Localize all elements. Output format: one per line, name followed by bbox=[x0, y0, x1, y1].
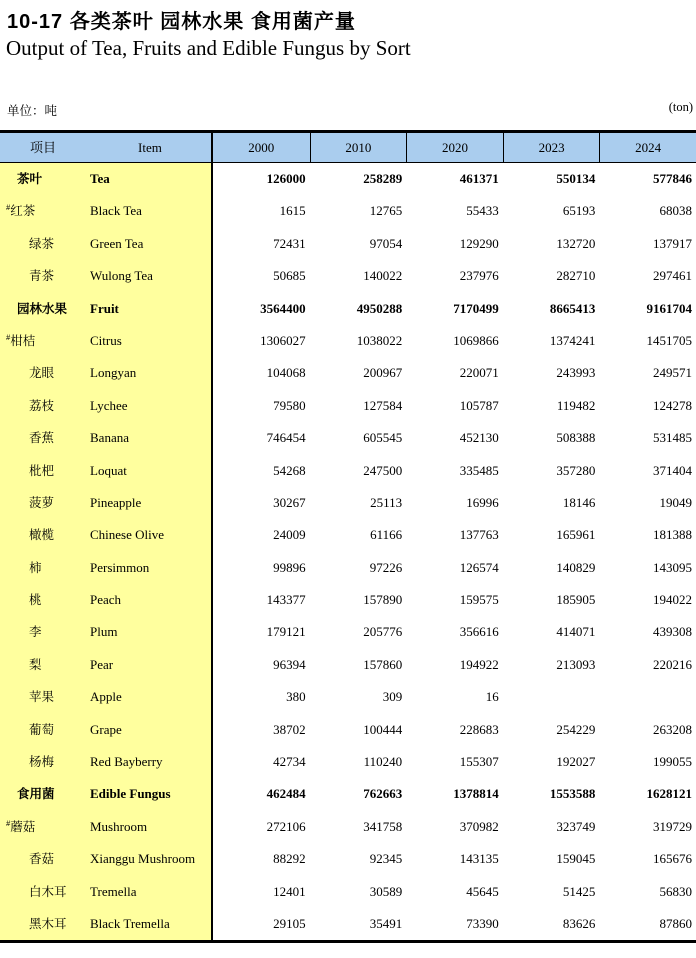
table-row bbox=[0, 325, 696, 357]
cell-value-2020: 1069866 bbox=[453, 332, 499, 348]
table-row bbox=[0, 778, 696, 810]
cell-value-2023: 51425 bbox=[562, 883, 596, 899]
row-stub bbox=[0, 908, 213, 940]
cell-value-2020: 143135 bbox=[459, 851, 499, 867]
cell-value-2010: 200967 bbox=[363, 365, 403, 381]
cell-value-2010: 1038022 bbox=[356, 332, 403, 348]
row-name-cn: 杨梅 bbox=[29, 755, 55, 770]
table-row bbox=[0, 746, 696, 778]
row-stub bbox=[0, 357, 213, 389]
cell-value-2000: 12401 bbox=[273, 883, 306, 899]
cell-value-2024: 137917 bbox=[652, 235, 692, 251]
row-name-cn: 荔枝 bbox=[29, 398, 55, 413]
cell-value-2000: 104068 bbox=[266, 365, 306, 381]
cell-value-2000: 24009 bbox=[273, 527, 306, 543]
row-stub bbox=[0, 584, 213, 616]
cell-value-2023: 119482 bbox=[556, 397, 596, 413]
cell-value-2020: 228683 bbox=[459, 721, 499, 737]
row-name-cn: 园林水果 bbox=[17, 301, 68, 316]
cell-value-2000: 126000 bbox=[266, 171, 306, 186]
cell-value-2020: 7170499 bbox=[453, 300, 499, 316]
cell-value-2023: 243993 bbox=[556, 365, 596, 381]
row-name-en: Red Bayberry bbox=[90, 754, 163, 770]
row-name-en: Citrus bbox=[90, 332, 122, 348]
row-stub bbox=[0, 422, 213, 454]
table-row bbox=[0, 584, 696, 616]
table-row bbox=[0, 876, 696, 908]
row-name-cn: 白木耳 bbox=[29, 884, 67, 899]
cell-value-2024: 297461 bbox=[652, 268, 692, 284]
cell-value-2023: 414071 bbox=[556, 624, 596, 640]
cell-value-2023: 254229 bbox=[556, 721, 596, 737]
table-row bbox=[0, 228, 696, 260]
cell-value-2020: 159575 bbox=[459, 592, 499, 608]
row-name-cn: 绿茶 bbox=[29, 236, 55, 251]
row-name-cn: #红茶 bbox=[6, 202, 36, 219]
cell-value-2000: 462484 bbox=[266, 786, 306, 802]
row-name-cn: 茶叶 bbox=[17, 172, 43, 186]
row-name-cn: 食用菌 bbox=[17, 787, 55, 802]
row-name-cn: 黑木耳 bbox=[29, 916, 67, 931]
cell-value-2024: 68038 bbox=[659, 203, 692, 219]
row-name-en: Lychee bbox=[90, 397, 128, 413]
footnote-marker: # bbox=[6, 331, 11, 342]
cell-value-2024: 249571 bbox=[652, 365, 692, 381]
cell-value-2023: 213093 bbox=[556, 656, 596, 672]
footnote-marker: # bbox=[6, 202, 11, 213]
table-row bbox=[0, 487, 696, 519]
row-name-en: Wulong Tea bbox=[90, 268, 153, 284]
row-name-cn: 梨 bbox=[29, 657, 42, 672]
cell-value-2024: 439308 bbox=[652, 624, 692, 640]
table-row bbox=[0, 293, 696, 325]
cell-value-2000: 54268 bbox=[273, 462, 306, 478]
table-row bbox=[0, 195, 696, 227]
cell-value-2023: 140829 bbox=[556, 559, 596, 575]
table-row bbox=[0, 649, 696, 681]
row-stub bbox=[0, 163, 213, 195]
cell-value-2023: 165961 bbox=[556, 527, 596, 543]
row-stub bbox=[0, 293, 213, 325]
cell-value-2010: 605545 bbox=[363, 430, 403, 446]
cell-value-2010: 762663 bbox=[363, 786, 403, 802]
output-table bbox=[0, 130, 696, 943]
cell-value-2010: 30589 bbox=[369, 883, 403, 899]
row-name-en: Mushroom bbox=[90, 818, 148, 834]
row-name-cn: 李 bbox=[29, 625, 42, 640]
year-column-header-2020: 2020 bbox=[406, 133, 503, 162]
row-name-cn: 桃 bbox=[29, 593, 42, 608]
cell-value-2000: 3564400 bbox=[260, 300, 306, 316]
row-stub bbox=[0, 811, 213, 843]
cell-value-2024: 181388 bbox=[652, 527, 692, 543]
cell-value-2024: 371404 bbox=[652, 462, 692, 478]
row-stub bbox=[0, 455, 213, 487]
cell-value-2024: 165676 bbox=[652, 851, 692, 867]
cell-value-2010: 92345 bbox=[369, 851, 403, 867]
table-row bbox=[0, 681, 696, 713]
cell-value-2024: 577846 bbox=[652, 171, 692, 186]
cell-value-2020: 105787 bbox=[459, 397, 499, 413]
cell-value-2024: 1451705 bbox=[646, 332, 692, 348]
row-name-en: Banana bbox=[90, 430, 129, 446]
cell-value-2023 bbox=[503, 681, 600, 713]
table-row bbox=[0, 811, 696, 843]
row-name-en: Black Tremella bbox=[90, 915, 170, 931]
cell-value-2020: 155307 bbox=[459, 754, 499, 770]
cell-value-2023: 323749 bbox=[556, 818, 596, 834]
cell-value-2010: 97054 bbox=[369, 235, 403, 251]
row-stub bbox=[0, 325, 213, 357]
cell-value-2024: 531485 bbox=[652, 430, 692, 446]
table-row bbox=[0, 843, 696, 875]
cell-value-2000: 88292 bbox=[273, 851, 306, 867]
row-stub bbox=[0, 487, 213, 519]
year-column-header-2023: 2023 bbox=[503, 133, 600, 162]
row-name-en: Black Tea bbox=[90, 203, 142, 219]
cell-value-2020: 16 bbox=[485, 689, 499, 705]
cell-value-2010: 157890 bbox=[363, 592, 403, 608]
cell-value-2010: 157860 bbox=[363, 656, 403, 672]
page-title: 10-17 各类茶叶 园林水果 食用菌产量 bbox=[7, 11, 356, 33]
page-subtitle: Output of Tea, Fruits and Edible Fungus by Sort bbox=[6, 36, 411, 60]
cell-value-2023: 508388 bbox=[556, 430, 596, 446]
cell-value-2000: 79580 bbox=[273, 397, 306, 413]
cell-value-2024: 1628121 bbox=[646, 786, 692, 802]
row-name-en: Tea bbox=[90, 171, 110, 186]
row-stub bbox=[0, 876, 213, 908]
cell-value-2020: 370982 bbox=[459, 818, 499, 834]
cell-value-2023: 192027 bbox=[556, 754, 596, 770]
row-name-en: Fruit bbox=[90, 300, 119, 316]
cell-value-2023: 550134 bbox=[556, 171, 596, 186]
unit-label-ton: (ton) bbox=[668, 100, 693, 114]
row-stub bbox=[0, 649, 213, 681]
cell-value-2000: 1306027 bbox=[260, 332, 306, 348]
cell-value-2010: 258289 bbox=[363, 171, 403, 186]
cell-value-2000: 72431 bbox=[273, 235, 306, 251]
cell-value-2010: 309 bbox=[382, 689, 403, 705]
cell-value-2000: 179121 bbox=[266, 624, 306, 640]
row-name-en: Green Tea bbox=[90, 235, 144, 251]
row-stub bbox=[0, 616, 213, 648]
row-name-cn: 橄榄 bbox=[29, 528, 55, 543]
row-name-cn: 葡萄 bbox=[29, 722, 55, 737]
table-row bbox=[0, 616, 696, 648]
cell-value-2020: 1378814 bbox=[453, 786, 499, 802]
row-stub bbox=[0, 714, 213, 746]
cell-value-2010: 97226 bbox=[369, 559, 403, 575]
item-header-cn: 项目 bbox=[30, 140, 57, 155]
cell-value-2010: 25113 bbox=[370, 494, 403, 510]
table-body bbox=[0, 163, 696, 940]
cell-value-2024: 263208 bbox=[652, 721, 692, 737]
row-stub bbox=[0, 552, 213, 584]
cell-value-2023: 18146 bbox=[562, 494, 596, 510]
cell-value-2024: 194022 bbox=[652, 592, 692, 608]
cell-value-2010: 61166 bbox=[370, 527, 403, 543]
row-name-en: Longyan bbox=[90, 365, 137, 381]
cell-value-2000: 29105 bbox=[273, 915, 306, 931]
table-row bbox=[0, 552, 696, 584]
footnote-marker: # bbox=[6, 817, 11, 828]
cell-value-2024: 56830 bbox=[659, 883, 692, 899]
row-stub bbox=[0, 746, 213, 778]
cell-value-2023: 159045 bbox=[556, 851, 596, 867]
row-name-cn: 苹果 bbox=[29, 690, 55, 705]
row-name-cn: #柑桔 bbox=[6, 331, 36, 348]
cell-value-2010: 12765 bbox=[369, 203, 403, 219]
cell-value-2010: 100444 bbox=[363, 721, 403, 737]
row-name-en: Chinese Olive bbox=[90, 527, 165, 543]
row-name-en: Tremella bbox=[90, 883, 137, 899]
row-stub bbox=[0, 260, 213, 292]
row-name-cn: 菠萝 bbox=[29, 495, 55, 510]
cell-value-2024: 143095 bbox=[652, 559, 692, 575]
item-header-en: Item bbox=[138, 140, 162, 155]
item-column-header bbox=[0, 133, 213, 162]
cell-value-2020: 137763 bbox=[459, 527, 499, 543]
cell-value-2023: 357280 bbox=[556, 462, 596, 478]
row-name-cn: 龙眼 bbox=[29, 366, 55, 381]
row-name-en: Peach bbox=[90, 592, 122, 608]
cell-value-2020: 55433 bbox=[466, 203, 499, 219]
cell-value-2010: 110240 bbox=[363, 754, 403, 770]
table-header-row bbox=[0, 133, 696, 163]
cell-value-2023: 1553588 bbox=[549, 786, 596, 802]
cell-value-2023: 65193 bbox=[562, 203, 596, 219]
cell-value-2023: 1374241 bbox=[549, 332, 596, 348]
year-column-header-2024: 2024 bbox=[599, 133, 696, 162]
cell-value-2024: 19049 bbox=[659, 494, 692, 510]
row-name-en: Edible Fungus bbox=[90, 786, 171, 802]
cell-value-2020: 16996 bbox=[466, 494, 499, 510]
year-column-header-2010: 2010 bbox=[310, 133, 407, 162]
cell-value-2020: 335485 bbox=[459, 462, 499, 478]
cell-value-2000: 1615 bbox=[279, 203, 306, 219]
row-name-en: Pear bbox=[90, 656, 114, 672]
cell-value-2000: 272106 bbox=[266, 818, 306, 834]
cell-value-2010: 341758 bbox=[363, 818, 403, 834]
table-row bbox=[0, 422, 696, 454]
row-stub bbox=[0, 390, 213, 422]
table-row bbox=[0, 714, 696, 746]
cell-value-2000: 746454 bbox=[266, 430, 306, 446]
unit-label: 单位：吨 bbox=[7, 104, 58, 118]
row-name-en: Persimmon bbox=[90, 559, 150, 575]
cell-value-2023: 8665413 bbox=[549, 300, 596, 316]
cell-value-2000: 38702 bbox=[273, 721, 306, 737]
cell-value-2024 bbox=[599, 681, 696, 713]
table-row bbox=[0, 357, 696, 389]
cell-value-2024: 199055 bbox=[652, 754, 692, 770]
cell-value-2020: 126574 bbox=[459, 559, 499, 575]
cell-value-2024: 319729 bbox=[652, 818, 692, 834]
cell-value-2010: 140022 bbox=[363, 268, 403, 284]
cell-value-2023: 83626 bbox=[562, 915, 596, 931]
cell-value-2023: 185905 bbox=[556, 592, 596, 608]
cell-value-2000: 143377 bbox=[266, 592, 306, 608]
cell-value-2020: 129290 bbox=[459, 235, 499, 251]
table-row bbox=[0, 519, 696, 551]
cell-value-2020: 452130 bbox=[459, 430, 499, 446]
cell-value-2000: 42734 bbox=[273, 754, 306, 770]
year-column-header-2000: 2000 bbox=[248, 140, 275, 155]
cell-value-2020: 461371 bbox=[459, 171, 499, 186]
cell-value-2000: 96394 bbox=[273, 656, 306, 672]
cell-value-2020: 45645 bbox=[466, 883, 499, 899]
cell-value-2000: 99896 bbox=[273, 559, 306, 575]
cell-value-2010: 35491 bbox=[369, 915, 403, 931]
row-stub bbox=[0, 519, 213, 551]
cell-value-2000: 30267 bbox=[273, 494, 306, 510]
row-name-cn: #蘑菇 bbox=[6, 817, 36, 834]
cell-value-2020: 73390 bbox=[466, 915, 499, 931]
table-row bbox=[0, 163, 696, 195]
row-name-cn: 香蕉 bbox=[29, 431, 55, 446]
row-name-en: Loquat bbox=[90, 462, 127, 478]
cell-value-2020: 220071 bbox=[459, 365, 499, 381]
cell-value-2010: 127584 bbox=[363, 397, 403, 413]
table-row bbox=[0, 908, 696, 940]
cell-value-2000: 380 bbox=[286, 689, 306, 705]
cell-value-2020: 194922 bbox=[459, 656, 499, 672]
row-stub bbox=[0, 228, 213, 260]
cell-value-2024: 87860 bbox=[659, 915, 692, 931]
row-name-en: Xianggu Mushroom bbox=[90, 851, 196, 867]
row-name-cn: 青茶 bbox=[29, 269, 55, 284]
row-stub bbox=[0, 681, 213, 713]
cell-value-2020: 237976 bbox=[459, 268, 499, 284]
row-name-cn: 香菇 bbox=[29, 852, 55, 867]
cell-value-2024: 220216 bbox=[652, 656, 692, 672]
table-row bbox=[0, 390, 696, 422]
table-row bbox=[0, 455, 696, 487]
row-stub bbox=[0, 843, 213, 875]
row-name-cn: 柿 bbox=[29, 560, 42, 575]
row-stub bbox=[0, 778, 213, 810]
row-name-en: Apple bbox=[90, 689, 122, 705]
row-name-en: Grape bbox=[90, 721, 122, 737]
table-row bbox=[0, 260, 696, 292]
row-stub bbox=[0, 195, 213, 227]
cell-value-2024: 124278 bbox=[652, 397, 692, 413]
cell-value-2023: 282710 bbox=[556, 268, 596, 284]
cell-value-2010: 247500 bbox=[363, 462, 403, 478]
cell-value-2010: 205776 bbox=[363, 624, 403, 640]
row-name-cn: 枇杷 bbox=[29, 463, 55, 478]
row-name-en: Pineapple bbox=[90, 494, 142, 510]
cell-value-2020: 356616 bbox=[459, 624, 499, 640]
cell-value-2010: 4950288 bbox=[356, 300, 403, 316]
cell-value-2000: 50685 bbox=[273, 268, 306, 284]
cell-value-2023: 132720 bbox=[556, 235, 596, 251]
row-name-en: Plum bbox=[90, 624, 118, 640]
cell-value-2024: 9161704 bbox=[646, 300, 692, 316]
